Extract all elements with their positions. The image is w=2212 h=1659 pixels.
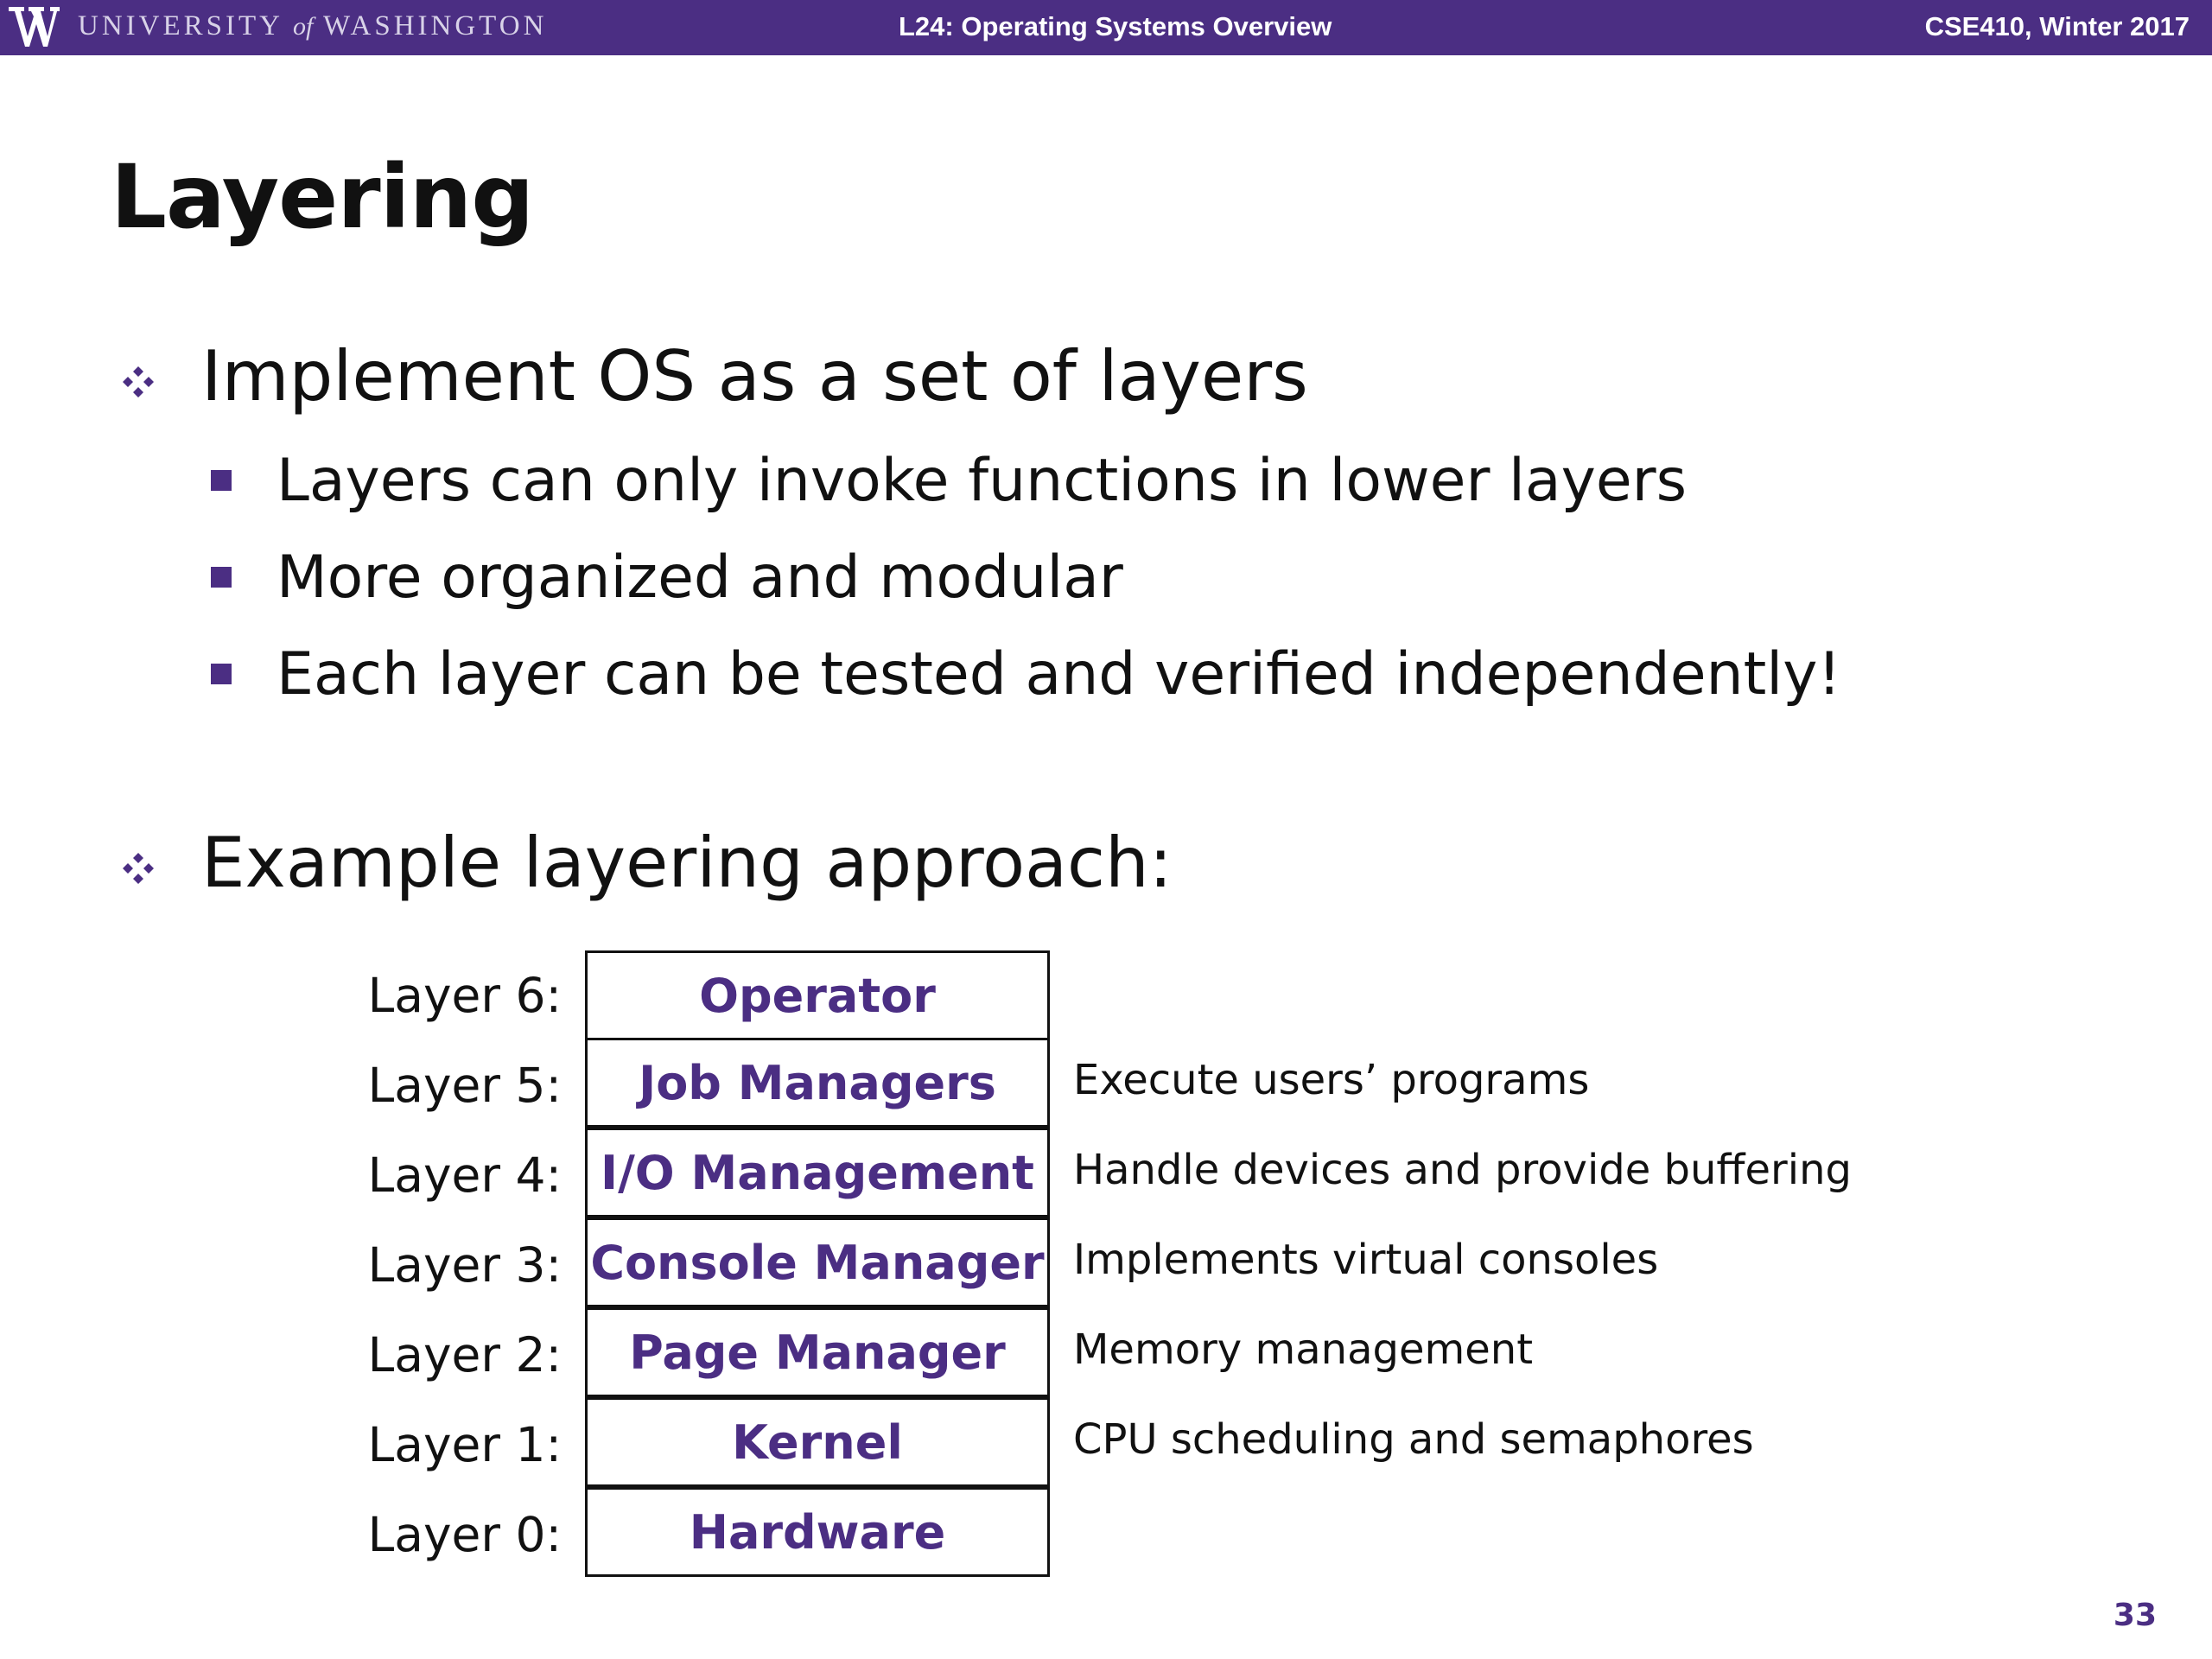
bullet-text: Example layering approach:	[201, 823, 1173, 903]
wordmark-university: UNIVERSITY	[78, 10, 283, 41]
sub-bullet-text: Layers can only invoke functions in lower layers	[276, 447, 1688, 515]
course-info: CSE410, Winter 2017	[1924, 11, 2190, 41]
layer-description: CPU scheduling and semaphores	[1073, 1415, 1754, 1464]
layer-description: Memory management	[1073, 1325, 1534, 1374]
square-bullet-icon	[211, 470, 232, 491]
layer-box-io-management: I/O Management	[585, 1128, 1050, 1217]
layer-label: Layer 2:	[367, 1327, 562, 1382]
square-bullet-icon	[211, 567, 232, 588]
header-bar	[0, 0, 2212, 55]
layer-description: Implements virtual consoles	[1073, 1236, 1659, 1284]
wordmark-washington: WASHINGTON	[323, 10, 548, 41]
page-number: 33	[2113, 1598, 2157, 1633]
layer-label: Layer 3:	[367, 1237, 562, 1293]
layer-label: Layer 6:	[367, 968, 562, 1023]
layer-box-operator: Operator	[585, 950, 1050, 1040]
lecture-title: L24: Operating Systems Overview	[899, 11, 1332, 41]
layer-label: Layer 0:	[367, 1507, 562, 1562]
uw-w-logo-icon	[7, 2, 60, 50]
layer-description: Execute users’ programs	[1073, 1056, 1590, 1104]
sub-bullet-text: Each layer can be tested and verified independently!	[276, 640, 1841, 709]
sub-bullet-text: More organized and modular	[276, 543, 1123, 612]
slide-title: Layering	[111, 146, 534, 249]
layer-label: Layer 5:	[367, 1058, 562, 1113]
layer-label: Layer 4:	[367, 1147, 562, 1203]
layer-box-job-managers: Job Managers	[585, 1038, 1050, 1128]
layer-box-kernel: Kernel	[585, 1397, 1050, 1487]
layer-label: Layer 1:	[367, 1417, 562, 1472]
square-bullet-icon	[211, 664, 232, 684]
layer-box-console-manager: Console Manager	[585, 1217, 1050, 1307]
bullet-text: Implement OS as a set of layers	[201, 336, 1308, 416]
layer-description: Handle devices and provide buffering	[1073, 1146, 1852, 1194]
wordmark-of: of	[293, 12, 314, 41]
university-wordmark	[78, 10, 547, 42]
diamond-bullet-icon	[121, 365, 156, 399]
diamond-bullet-icon	[121, 851, 156, 886]
layer-box-hardware: Hardware	[585, 1487, 1050, 1577]
layer-box-page-manager: Page Manager	[585, 1307, 1050, 1397]
